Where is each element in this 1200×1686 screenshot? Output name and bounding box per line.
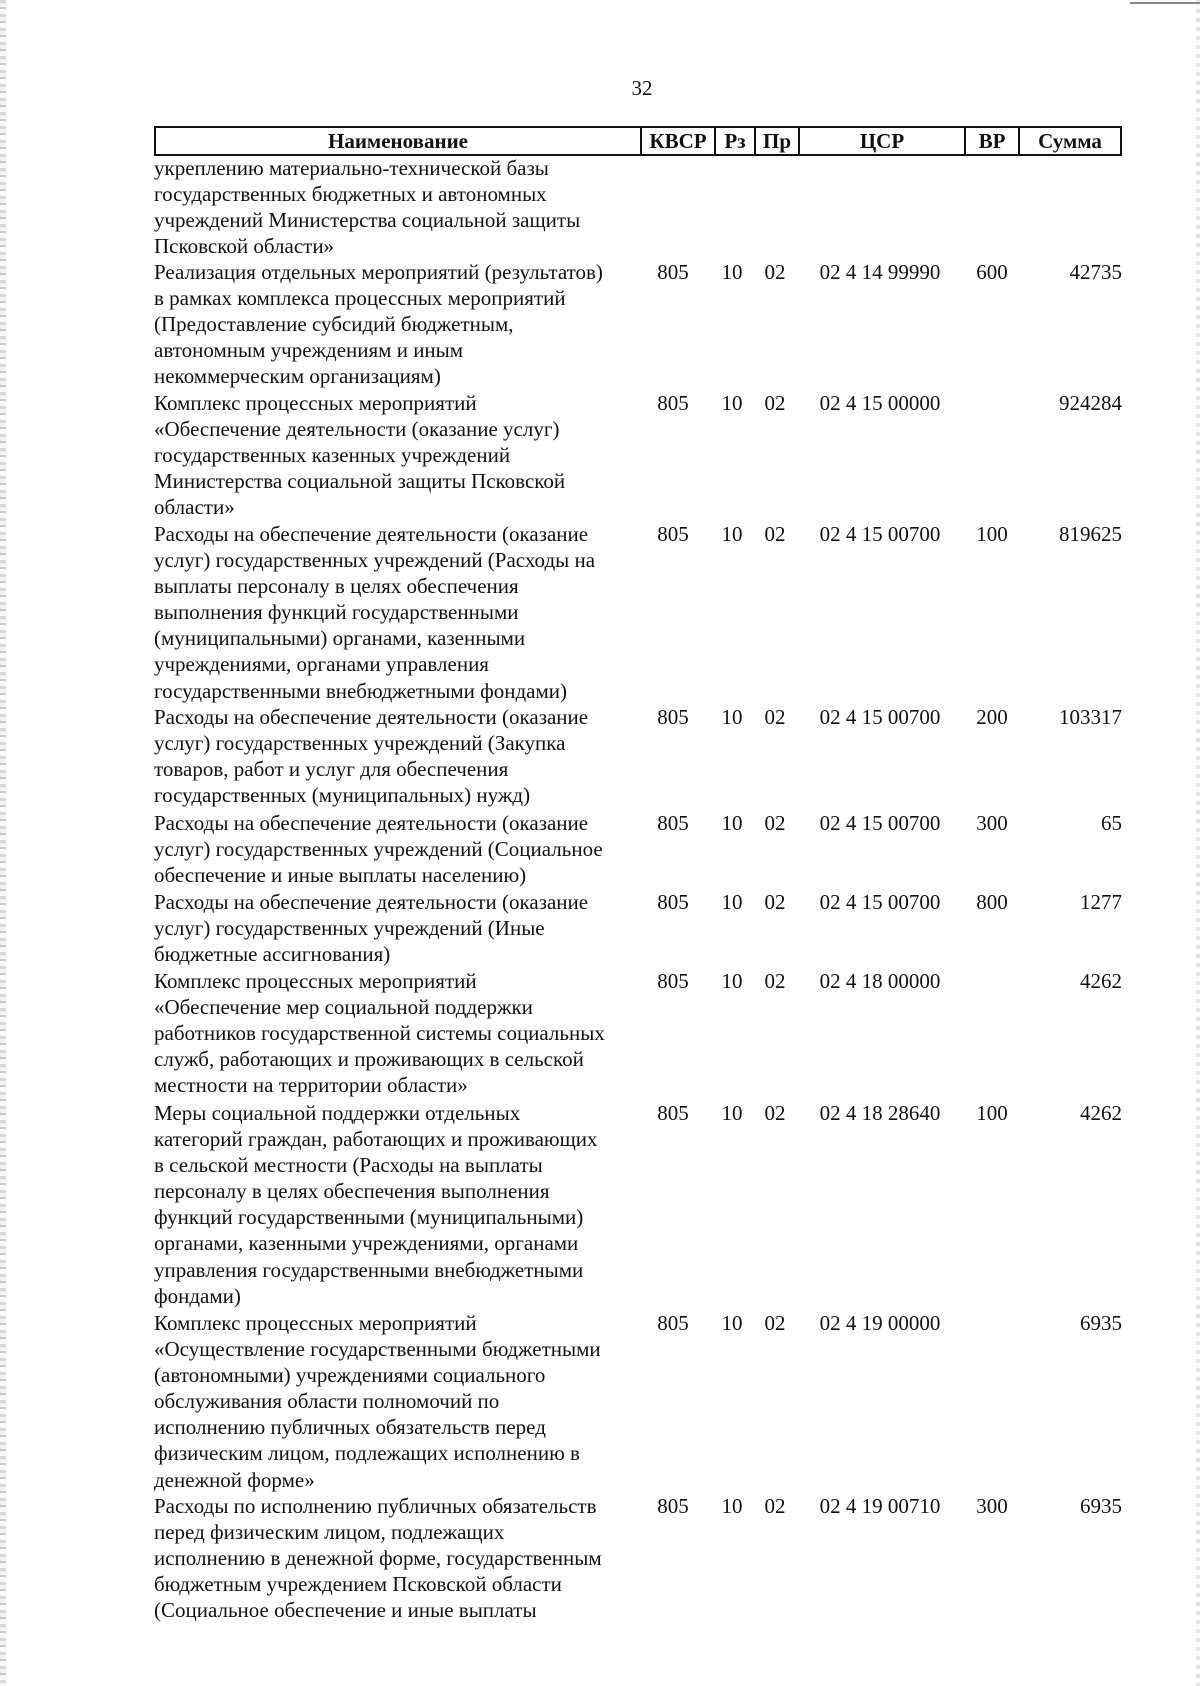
row-name	[154, 968, 634, 1098]
row-name-line: местности на территории области»	[154, 1073, 468, 1098]
row-name-line: (муниципальными) органами, казенными	[154, 626, 526, 651]
row-name	[154, 810, 634, 888]
row-pr: 02	[764, 890, 786, 914]
row-name-line: выполнения функций государственными	[154, 600, 519, 625]
row-name-line: исполнению в денежной форме, государственным	[154, 1546, 602, 1571]
row-rz: 10	[721, 890, 743, 914]
row-name-line: Министерства социальной защиты Псковской	[154, 469, 566, 494]
row-kvsr: 805	[657, 811, 689, 835]
row-name	[154, 390, 634, 520]
row-name-line: услуг) государственных учреждений (Социальное	[154, 837, 603, 862]
row-name-line: «Осуществление государственными бюджетными	[154, 1337, 601, 1362]
row-name-line: управления государственными внебюджетными	[154, 1257, 584, 1282]
row-kvsr: 805	[657, 1494, 689, 1518]
row-sum: 819625	[1059, 522, 1122, 546]
scan-top-mark	[1130, 2, 1200, 4]
row-vr: 200	[976, 705, 1008, 729]
header-csr: ЦСР	[798, 128, 964, 154]
row-name-line: функций государственными (муниципальными)	[154, 1205, 584, 1230]
row-name-line: (Предоставление субсидий бюджетным,	[154, 312, 514, 337]
row-name-line: Реализация отдельных мероприятий (результатов)	[154, 260, 603, 284]
row-vr: 600	[976, 260, 1008, 284]
row-pr: 02	[764, 969, 786, 993]
row-kvsr: 805	[657, 1101, 689, 1125]
row-name-line: обслуживания области полномочий по	[154, 1389, 500, 1414]
row-sum: 6935	[1080, 1311, 1122, 1335]
row-rz: 10	[721, 1311, 743, 1335]
row-vr: 300	[976, 811, 1008, 835]
row-name-line: «Обеспечение мер социальной поддержки	[154, 995, 533, 1020]
row-rz: 10	[721, 705, 743, 729]
row-name-line: укреплению материально-технической базы	[154, 156, 549, 180]
row-name-line: «Обеспечение деятельности (оказание услуг)	[154, 417, 560, 442]
row-name-line: Расходы на обеспечение деятельности (оказание	[154, 705, 589, 729]
row-name-line: выплаты персоналу в целях обеспечения	[154, 574, 519, 599]
row-name-line: Расходы на обеспечение деятельности (оказание	[154, 890, 589, 914]
row-name-line: Меры социальной поддержки отдельных	[154, 1101, 521, 1125]
row-kvsr: 805	[657, 705, 689, 729]
row-kvsr: 805	[657, 890, 689, 914]
row-name-line: государственных бюджетных и автономных	[154, 182, 547, 207]
row-name-line: служб, работающих и проживающих в сельской	[154, 1047, 584, 1072]
row-kvsr: 805	[657, 969, 689, 993]
row-name-line: некоммерческим организациям)	[154, 364, 441, 389]
row-name-line: Комплекс процессных мероприятий	[154, 391, 477, 415]
row-name-line: обеспечение и иные выплаты населению)	[154, 863, 527, 888]
row-kvsr: 805	[657, 1311, 689, 1335]
row-name-line: учреждений Министерства социальной защиты	[154, 208, 581, 233]
row-name-line: (Социальное обеспечение и иные выплаты	[154, 1598, 537, 1623]
row-name	[154, 155, 634, 259]
row-name	[154, 1100, 634, 1309]
row-name-line: государственными внебюджетными фондами)	[154, 678, 568, 703]
row-name-line: услуг) государственных учреждений (Иные	[154, 916, 545, 941]
row-name	[154, 521, 634, 704]
row-name-line: услуг) государственных учреждений (Закупка	[154, 731, 566, 756]
row-rz: 10	[721, 811, 743, 835]
row-csr: 02 4 19 00710	[819, 1494, 941, 1518]
row-vr: 300	[976, 1494, 1008, 1518]
table-header	[154, 126, 1122, 156]
scan-edge-left	[0, 0, 6, 1686]
row-pr: 02	[764, 260, 786, 284]
row-sum: 4262	[1080, 969, 1122, 993]
row-kvsr: 805	[657, 260, 689, 284]
row-kvsr: 805	[657, 522, 689, 546]
row-pr: 02	[764, 1311, 786, 1335]
row-csr: 02 4 18 00000	[819, 969, 941, 993]
row-pr: 02	[764, 1101, 786, 1125]
header-kvsr: КВСР	[640, 128, 714, 154]
row-name-line: денежной форме»	[154, 1467, 315, 1492]
header-vr: ВР	[964, 128, 1018, 154]
row-pr: 02	[764, 811, 786, 835]
row-sum: 65	[1101, 811, 1122, 835]
row-name-line: органами, казенными учреждениями, органами	[154, 1231, 579, 1256]
row-name-line: исполнению публичных обязательств перед	[154, 1415, 546, 1440]
row-name-line: Комплекс процессных мероприятий	[154, 1311, 477, 1335]
row-name-line: перед физическим лицом, подлежащих	[154, 1520, 505, 1545]
row-name-line: государственных казенных учреждений	[154, 443, 511, 468]
row-rz: 10	[721, 1494, 743, 1518]
page-number: 32	[631, 76, 653, 100]
row-sum: 4262	[1080, 1101, 1122, 1125]
row-name-line: товаров, работ и услуг для обеспечения	[154, 757, 509, 782]
row-rz: 10	[721, 260, 743, 284]
row-name	[154, 704, 634, 808]
row-sum: 1277	[1080, 890, 1122, 914]
row-sum: 924284	[1059, 391, 1122, 415]
row-csr: 02 4 15 00700	[819, 705, 941, 729]
row-sum: 42735	[1069, 260, 1122, 284]
row-name-line: в рамках комплекса процессных мероприятий	[154, 286, 566, 311]
row-csr: 02 4 15 00000	[819, 391, 941, 415]
row-name-line: Псковской области»	[154, 234, 335, 259]
row-vr: 100	[976, 1101, 1008, 1125]
row-csr: 02 4 15 00700	[819, 811, 941, 835]
row-pr: 02	[764, 1494, 786, 1518]
row-rz: 10	[721, 969, 743, 993]
row-name	[154, 1493, 634, 1623]
header-pr: Пр	[754, 128, 798, 154]
scan-edge-right	[1196, 0, 1200, 1686]
row-name-line: Расходы на обеспечение деятельности (оказание	[154, 811, 589, 835]
row-name-line: учреждениями, органами управления	[154, 652, 489, 677]
row-name-line: Расходы по исполнению публичных обязательств	[154, 1494, 597, 1518]
row-name-line: автономным учреждениям и иным	[154, 338, 464, 363]
row-name-line: Расходы на обеспечение деятельности (оказание	[154, 522, 589, 546]
row-csr: 02 4 15 00700	[819, 522, 941, 546]
row-name-line: персоналу в целях обеспечения выполнения	[154, 1179, 550, 1204]
row-csr: 02 4 14 99990	[819, 260, 941, 284]
row-rz: 10	[721, 391, 743, 415]
header-sum: Сумма	[1018, 128, 1120, 154]
row-name-line: бюджетные ассигнования)	[154, 942, 391, 967]
row-csr: 02 4 15 00700	[819, 890, 941, 914]
row-name-line: государственных (муниципальных) нужд)	[154, 783, 531, 808]
row-sum: 103317	[1059, 705, 1122, 729]
row-pr: 02	[764, 522, 786, 546]
row-rz: 10	[721, 1101, 743, 1125]
row-name-line: (автономными) учреждениями социального	[154, 1363, 546, 1388]
header-rz: Рз	[714, 128, 754, 154]
row-name-line: фондами)	[154, 1283, 241, 1308]
row-vr: 800	[976, 890, 1008, 914]
row-pr: 02	[764, 705, 786, 729]
row-csr: 02 4 18 28640	[819, 1101, 941, 1125]
row-name	[154, 889, 634, 967]
row-name	[154, 1310, 634, 1493]
row-name-line: услуг) государственных учреждений (Расходы на	[154, 548, 596, 573]
row-vr: 100	[976, 522, 1008, 546]
header-name: Наименование	[328, 129, 468, 153]
row-name	[154, 259, 634, 389]
row-name-line: области»	[154, 495, 235, 520]
row-name-line: категорий граждан, работающих и проживающих	[154, 1127, 598, 1152]
row-name-line: в сельской местности (Расходы на выплаты	[154, 1153, 543, 1178]
row-name-line: работников государственной системы социальных	[154, 1021, 605, 1046]
row-rz: 10	[721, 522, 743, 546]
row-name-line: бюджетным учреждением Псковской области	[154, 1572, 562, 1597]
row-csr: 02 4 19 00000	[819, 1311, 941, 1335]
row-kvsr: 805	[657, 391, 689, 415]
row-pr: 02	[764, 391, 786, 415]
row-sum: 6935	[1080, 1494, 1122, 1518]
row-name-line: Комплекс процессных мероприятий	[154, 969, 477, 993]
row-name-line: физическим лицом, подлежащих исполнению в	[154, 1441, 580, 1466]
